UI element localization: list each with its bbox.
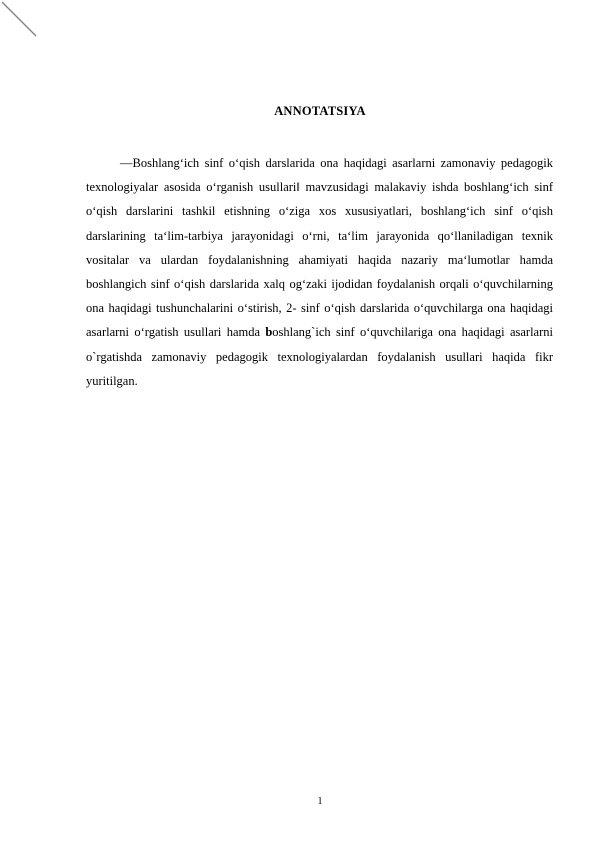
paragraph-text-start: ―Boshlang‘ich sinf o‘qish darslarida ona haqidagi asarlarni zamonaviy pedagogik texnologiyalar asosida o‘rganish usullari‖ mavzusidagi malakaviy ishda boshlang‘ich sinf o‘qish darslarini tashkil etishning o‘ziga xos xususiyatlari, boshlang‘ich sinf o‘qish darslarining ta‘lim-tarbiya jarayonidagi o‘rni, ta‘lim jarayonida qo‘llaniladigan texnik vositalar va ulardan foydalanishning ahamiyati haqida nazariy ma‘lumotlar hamda boshlangich sinf o‘qish darslarida xalq og‘zaki ijodidan foydalanish orqali o‘quvchilarning ona haqidagi tushunchalarini o‘stirish, 2- sinf o‘qish darslarida o‘quvchilarga ona haqidagi asarlarni o‘rgatish usullari hamda — [86, 156, 553, 340]
page-number: 1 — [317, 796, 323, 807]
annotation-paragraph — [86, 151, 553, 393]
document-title: ANNOTATSIYA — [274, 104, 366, 118]
corner-fold-line — [0, 0, 40, 40]
paragraph-text-end: oshlang`ich sinf o‘quvchilariga ona haqidagi asarlarni o`rgatishda zamonaviy pedagogik texnologiyalardan foydalanish usullari haqida fikr yuritilgan. — [86, 325, 553, 388]
paragraph-bold-letter: b — [265, 325, 273, 340]
